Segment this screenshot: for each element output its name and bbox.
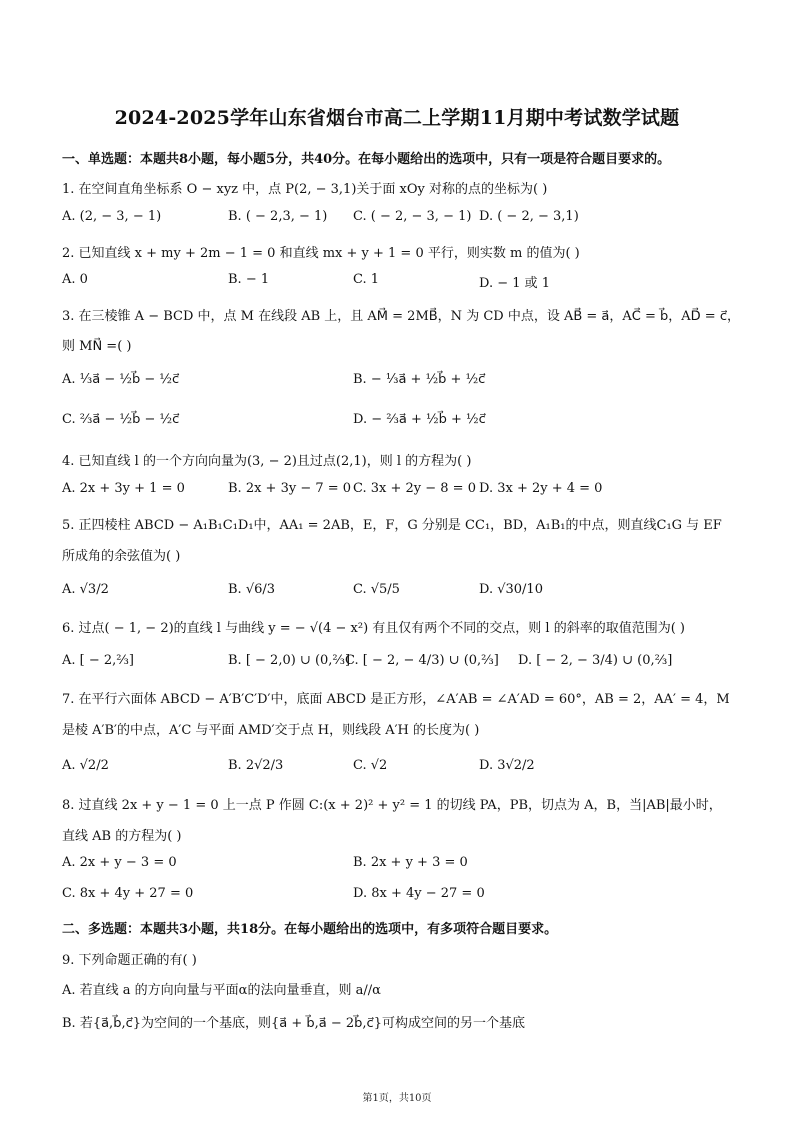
- question-1-stem: 1. 在空间直角坐标系 O − xyz 中，点 P(2, − 3,1)关于面 xOy 对称的点的坐标为( ): [62, 182, 548, 197]
- question-8-option-b: B. 2x + y + 3 = 0: [353, 855, 468, 870]
- question-7-stem-line-2: 是棱 A′B′的中点，A′C 与平面 AMD′交于点 H，则线段 A′H 的长度为( ): [62, 723, 480, 738]
- question-2-stem: 2. 已知直线 x + my + 2m − 1 = 0 和直线 mx + y + 1 = 0 平行，则实数 m 的值为( ): [62, 246, 580, 261]
- question-6-stem: 6. 过点( − 1, − 2)的直线 l 与曲线 y = − √(4 − x²) 有且仅有两个不同的交点，则 l 的斜率的取值范围为( ): [62, 621, 685, 636]
- question-3-stem-line-2: 则 MN⃗ =( ): [62, 339, 132, 354]
- question-6-option-b: B. [ − 2,0) ∪ (0,⅔]: [228, 653, 351, 668]
- question-3-stem-line-1: 3. 在三棱锥 A − BCD 中，点 M 在线段 AB 上，且 AM⃗ = 2MB⃗，N 为 CD 中点，设 AB⃗ = a⃗，AC⃗ = b⃗，AD⃗ = c⃗，: [62, 309, 740, 324]
- question-8-option-c: C. 8x + 4y + 27 = 0: [62, 886, 194, 901]
- question-3-option-d: D. − ⅔a⃗ + ½b⃗ + ½c⃗: [353, 412, 486, 427]
- question-7-option-c: C. √2: [353, 758, 388, 773]
- question-7-option-d: D. 3√2/2: [479, 758, 535, 773]
- question-5-option-b: B. √6/3: [228, 582, 276, 597]
- question-8-option-a: A. 2x + y − 3 = 0: [62, 855, 177, 870]
- question-8-stem-line-1: 8. 过直线 2x + y − 1 = 0 上一点 P 作圆 C:(x + 2)² + y² = 1 的切线 PA，PB，切点为 A，B，当|AB|最小时，: [62, 798, 722, 813]
- question-7-option-a: A. √2/2: [62, 758, 109, 773]
- question-5-stem-line-1: 5. 正四棱柱 ABCD − A₁B₁C₁D₁中，AA₁ = 2AB，E，F，G 分别是 CC₁，BD，A₁B₁的中点，则直线C₁G 与 EF: [62, 518, 722, 533]
- question-4-option-b: B. 2x + 3y − 7 = 0: [228, 481, 352, 496]
- question-3-option-c: C. ⅔a⃗ − ½b⃗ − ½c⃗: [62, 412, 180, 427]
- question-9-stem: 9. 下列命题正确的有( ): [62, 953, 197, 968]
- question-4-stem: 4. 已知直线 l 的一个方向向量为(3, − 2)且过点(2,1)，则 l 的方程为( ): [62, 454, 472, 469]
- question-6-option-c: C. [ − 2, − 4/3) ∪ (0,⅔]: [345, 653, 499, 668]
- question-1-option-d: D. ( − 2, − 3,1): [479, 209, 579, 224]
- question-2-option-b: B. − 1: [228, 272, 270, 287]
- question-2-option-a: A. 0: [62, 272, 88, 287]
- question-4-option-d: D. 3x + 2y + 4 = 0: [479, 481, 603, 496]
- question-3-option-b: B. − ⅓a⃗ + ½b⃗ + ½c⃗: [353, 372, 486, 387]
- page-title: 2024-2025学年山东省烟台市高二上学期11月期中考试数学试题: [114, 107, 680, 129]
- question-4-option-a: A. 2x + 3y + 1 = 0: [62, 481, 185, 496]
- section-heading-multiple-choice: 二、多选题：本题共3小题，共18分。在每小题给出的选项中，有多项符合题目要求。: [62, 922, 558, 937]
- question-5-option-c: C. √5/5: [353, 582, 400, 597]
- question-8-stem-line-2: 直线 AB 的方程为( ): [62, 829, 182, 844]
- question-3-option-a: A. ⅓a⃗ − ½b⃗ − ½c⃗: [62, 372, 180, 387]
- question-5-option-d: D. √30/10: [479, 582, 543, 597]
- question-9-option-a: A. 若直线 a 的方向向量与平面α的法向量垂直，则 a//α: [62, 983, 381, 998]
- question-8-option-d: D. 8x + 4y − 27 = 0: [353, 886, 485, 901]
- question-2-option-c: C. 1: [353, 272, 380, 287]
- question-1-option-b: B. ( − 2,3, − 1): [228, 209, 328, 224]
- question-5-option-a: A. √3/2: [62, 582, 109, 597]
- question-1-option-a: A. (2, − 3, − 1): [62, 209, 162, 224]
- question-5-stem-line-2: 所成角的余弦值为( ): [62, 549, 181, 564]
- question-6-option-a: A. [ − 2,⅔]: [62, 653, 134, 668]
- question-9-option-b: B. 若{a⃗,b⃗,c⃗}为空间的一个基底，则{a⃗ + b⃗,a⃗ − 2b⃗,c⃗}可构成空间的另一个基底: [62, 1016, 525, 1031]
- question-7-stem-line-1: 7. 在平行六面体 ABCD − A′B′C′D′中，底面 ABCD 是正方形，∠A′AB = ∠A′AD = 60°，AB = 2，AA′ = 4，M: [62, 692, 730, 707]
- page-footer: 第1页，共10页: [362, 1093, 432, 1104]
- question-7-option-b: B. 2√2/3: [228, 758, 284, 773]
- question-1-option-c: C. ( − 2, − 3, − 1): [353, 209, 472, 224]
- section-heading-single-choice: 一、单选题：本题共8小题，每小题5分，共40分。在每小题给出的选项中，只有一项是符合题目要求的。: [62, 152, 671, 167]
- question-6-option-d: D. [ − 2, − 3/4) ∪ (0,⅔]: [518, 653, 673, 668]
- question-4-option-c: C. 3x + 2y − 8 = 0: [353, 481, 476, 496]
- question-2-option-d: D. − 1 或 1: [479, 276, 551, 291]
